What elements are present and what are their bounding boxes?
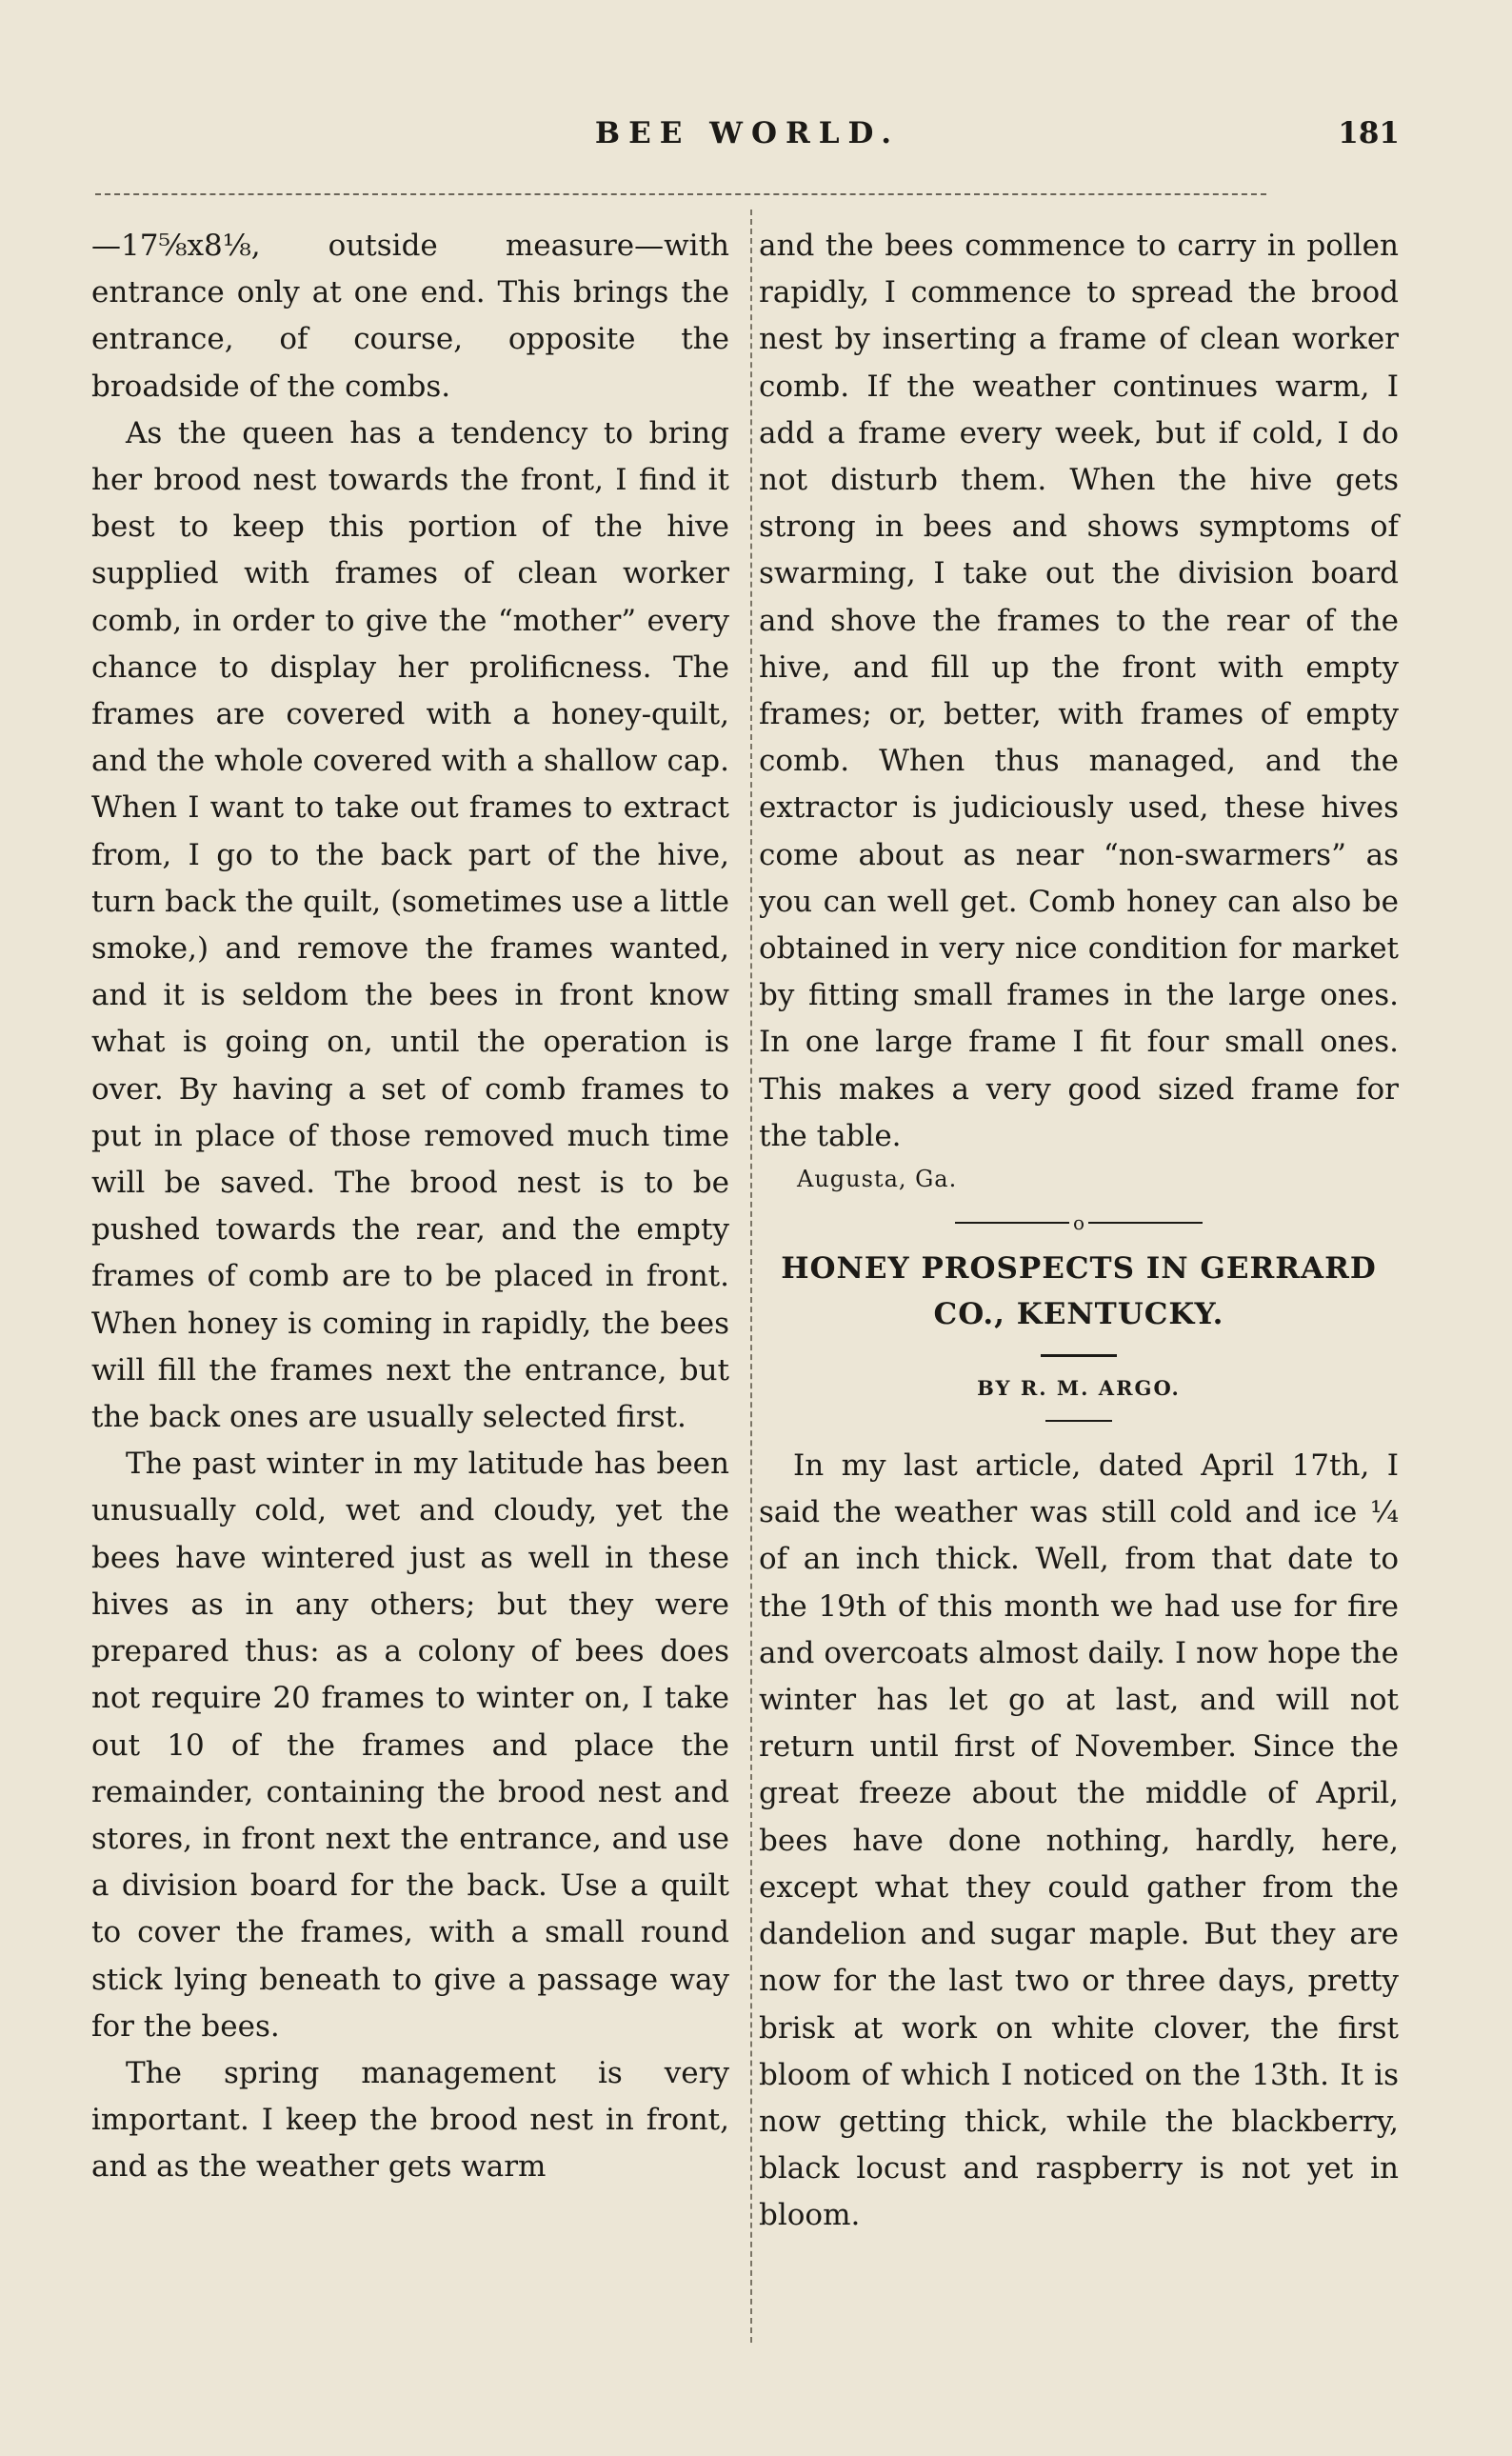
header-rule [95,193,1266,195]
article-title: HONEY PROSPECTS IN GERRARD CO., KENTUCKY. [781,1251,1377,1332]
ornament-circle-icon: o [1072,1211,1085,1235]
left-column [91,223,729,2191]
title-rule [1041,1354,1117,1357]
ornament-rule [955,1222,1069,1224]
column-divider [750,210,752,2343]
byline: BY R. M. ARGO. [977,1376,1181,1401]
paragraph: The spring management is very important. I keep the brood nest in front, and as the weather gets warm [91,2055,729,2185]
paragraph: As the queen has a tendency to bring her brood nest towards the front, I find it best to keep this portion of the hive supplied with frames of clean worker comb, in order to give the “mother” every chance to display her prolificness. The frames are covered with a honey-quilt, and the whole covered with a shallow cap. When I want to take out frames to extract from, I go to the back part of the hive, turn back the quilt, (sometimes use a little smoke,) and remove the frames wanted, and it is seldom the bees in front know what is going on, until the operation is over. By having a set of comb frames to put in place of those removed much time will be saved. The brood nest is to be pushed towards the rear, and the empty frames of comb are to be placed in front. When honey is coming in rapidly, the bees will fill the frames next the entrance, but the back ones are usually selected first. [91,415,729,1435]
right-column [759,223,1399,2240]
paragraph: and the bees commence to carry in pollen rapidly, I commence to spread the brood nest by inserting a frame of clean worker comb. If the weather continues warm, I add a frame every week, but if cold, I do not disturb them. When the hive gets strong in bees and shows symptoms of swarming, I take out the division board and shove the frames to the rear of the hive, and fill up the front with empty frames; or, better, with frames of empty comb. When thus managed, and the extractor is judiciously used, these hives come about as near “non-swarmers” as you can well get. Comb honey can also be obtained in very nice condition for market by fitting small frames in the large ones. In one large frame I fit four small ones. This makes a very good sized frame for the table. [759,229,1399,1153]
dateline-place: Augusta, Ga. [797,1166,958,1193]
journal-title: BEE WORLD. [594,116,901,150]
section-ornament [759,1211,1399,1234]
running-header [90,116,1404,160]
ornament-rule [1088,1222,1203,1224]
byline-rule [1045,1420,1112,1422]
page-number: 181 [1338,116,1400,150]
paragraph: —17⅝x8⅛, outside measure—with entrance only at one end. This brings the entrance, of course, opposite the broadside of the combs. [91,229,729,404]
paragraph: The past winter in my latitude has been unusually cold, wet and cloudy, yet the bees have wintered just as well in these hives as in any others; but they were prepared thus: as a colony of bees does not require 20 frames to winter on, I take out 10 of the frames and place the remainder, containing the brood nest and stores, in front next the entrance, and use a division board for the back. Use a quilt to cover the frames, with a small round stick lying beneath to give a passage way for the bees. [91,1447,729,2044]
paragraph: In my last article, dated April 17th, I said the weather was still cold and ice ¼ of an inch thick. Well, from that date to the 19th of this month we had use for fire and overcoats almost daily. I now hope the winter has let go at last, and will not return until first of November. Since the great freeze about the middle of April, bees have done nothing, hardly, here, except what they could gather from the dandelion and sugar maple. But they are now for the last two or three days, pretty brisk at work on white clover, the first bloom of which I noticed on the 13th. It is now getting thick, while the blackberry, black locust and raspberry is not yet in bloom. [759,1448,1399,2233]
